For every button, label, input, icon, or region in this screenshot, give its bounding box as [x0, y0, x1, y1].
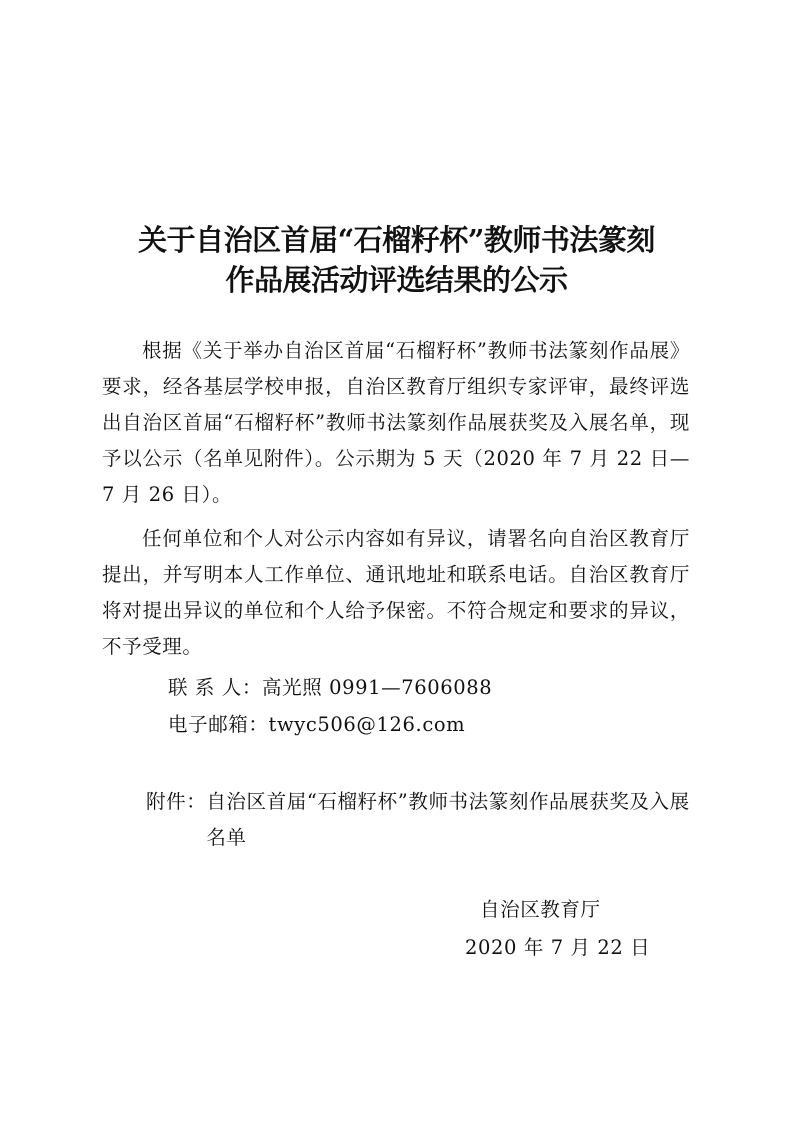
attachment-note — [146, 784, 706, 856]
signature-organization: 自治区教育厅 — [480, 898, 601, 921]
attachment-label: 附件： — [146, 790, 207, 813]
contact-email-line — [168, 707, 465, 743]
contact-person-label: 联 系 人： — [168, 676, 262, 699]
contact-email-value: twyc506@126.com — [268, 713, 466, 736]
document-title-line-1: 关于自治区首届“石榴籽杯”教师书法篆刻 — [138, 223, 655, 257]
contact-email-label: 电子邮箱： — [168, 713, 269, 736]
contact-person-line — [168, 670, 492, 706]
paragraph-objection: 任何单位和个人对公示内容如有异议，请署名向自治区教育厅提出，并写明本人工作单位、通讯地址和联系电话。自治区教育厅将对提出异议的单位和个人给予保密。不符合规定和要求的异议，不予受理。 — [102, 527, 690, 658]
contact-person-value: 高光照 0991—7606088 — [262, 676, 493, 699]
paragraph-announcement: 根据《关于举办自治区首届“石榴籽杯”教师书法篆刻作品展》要求，经各基层学校申报，自治区教育厅组织专家评审，最终评选出自治区首届“石榴籽杯”教师书法篆刻作品展获奖及入展名单，现予以公示（名单见附件）。公示期为 5 天（2020 年 7 月 22 日—7 月 26 日）。 — [102, 339, 690, 506]
document-title-line-2: 作品展活动评选结果的公示 — [225, 263, 568, 297]
signature-date: 2020 年 7 月 22 日 — [465, 936, 651, 959]
attachment-text: 自治区首届“石榴籽杯”教师书法篆刻作品展获奖及入展名单 — [206, 790, 690, 849]
